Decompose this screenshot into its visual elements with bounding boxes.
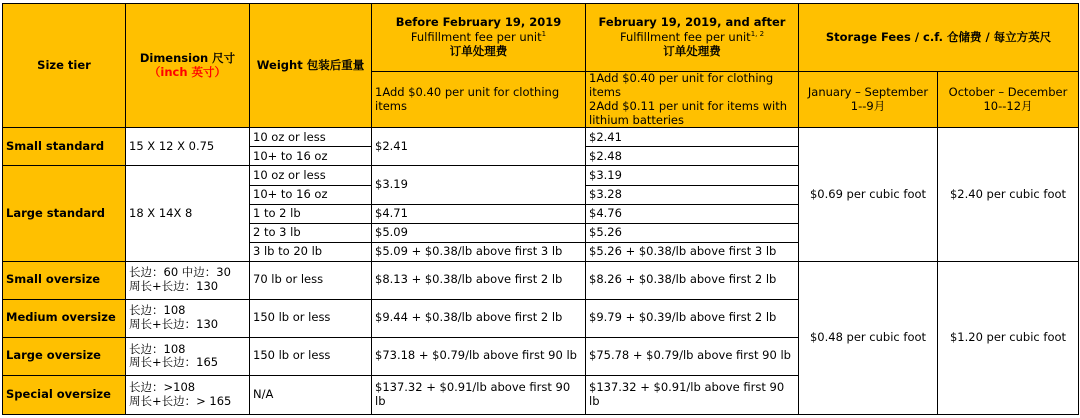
dimension-line-2: 周长+长边：> 165 (129, 393, 232, 408)
weight-cell: 1 to 2 lb (250, 204, 372, 223)
after-fee-cell: $137.32 + $0.91/lb above first 90 lb (586, 375, 799, 414)
dimension-line-1: 长边：108 (129, 341, 186, 356)
dimension-line-1: 长边：108 (129, 303, 186, 318)
before-fee-cell: $73.18 + $0.79/lb above first 90 lb (372, 337, 586, 375)
header-after (586, 4, 799, 72)
header-dimension-unit: （inch 英寸） (148, 64, 227, 79)
after-fee-cell: $75.78 + $0.79/lb above first 90 lb (586, 337, 799, 375)
table-row (3, 128, 1079, 147)
dimension-small-oversize (126, 261, 250, 299)
oversize-storage-jan-sep: $0.48 per cubic foot (799, 261, 938, 414)
weight-cell: 10+ to 16 oz (250, 147, 372, 166)
tier-medium-oversize: Medium oversize (3, 299, 126, 337)
weight-cell: 150 lb or less (250, 299, 372, 337)
oct-dec-label: October – December (948, 84, 1068, 99)
before-fee-cell: $137.32 + $0.91/lb above first 90 lb (372, 375, 586, 414)
tier-large-oversize: Large oversize (3, 337, 126, 375)
header-dimension-label: Dimension 尺寸 (139, 50, 236, 65)
after-fee-cell: $3.19 (586, 166, 799, 185)
header-after-fee-cn: 订单处理费 (663, 43, 721, 58)
header-before-date: Before February 19, 2019 (395, 15, 562, 30)
weight-cell: 150 lb or less (250, 337, 372, 375)
dimension-line-2: 周长+长边：165 (129, 355, 219, 370)
before-note-line: 1Add $0.40 per unit for clothing items (375, 84, 560, 113)
after-fee-cell: $5.26 (586, 223, 799, 242)
before-fee-cell: $2.41 (372, 128, 586, 166)
dimension-line-1: 长边：>108 (129, 380, 196, 395)
before-fee-cell: $4.71 (372, 204, 586, 223)
dimension-large-oversize (126, 337, 250, 375)
after-fee-cell: $5.26 + $0.38/lb above first 3 lb (586, 242, 799, 261)
header-weight: Weight 包装后重量 (250, 4, 372, 128)
weight-cell: 2 to 3 lb (250, 223, 372, 242)
header-dimension (126, 4, 250, 128)
standard-storage-oct-dec: $2.40 per cubic foot (938, 128, 1079, 261)
after-fee-cell: $8.26 + $0.38/lb above first 2 lb (586, 261, 799, 299)
header-size-tier: Size tier (3, 4, 126, 128)
after-fee-cell: $2.41 (586, 128, 799, 147)
after-note-line-2: 2Add $0.11 per unit for items with lithium batteries (589, 98, 788, 127)
header-after-date: February 19, 2019, and after (598, 15, 786, 30)
after-fee-cell: $9.79 + $0.39/lb above first 2 lb (586, 299, 799, 337)
weight-cell: 3 lb to 20 lb (250, 242, 372, 261)
dimension-special-oversize (126, 375, 250, 414)
dimension-line-2: 周长+长边：130 (129, 279, 219, 294)
tier-large-standard: Large standard (3, 166, 126, 261)
after-fee-cell: $3.28 (586, 185, 799, 204)
weight-cell: 70 lb or less (250, 261, 372, 299)
tier-special-oversize: Special oversize (3, 375, 126, 414)
header-after-fee-label: Fulfillment fee per unit$^{1, 2}$ (619, 30, 765, 45)
before-fee-cell: $3.19 (372, 166, 586, 204)
jan-sep-label: January – September (807, 84, 929, 99)
header-before-note (372, 72, 586, 128)
before-fee-cell: $9.44 + $0.38/lb above first 2 lb (372, 299, 586, 337)
header-before-fee-label: Fulfillment fee per unit$^1$ (410, 30, 547, 45)
header-jan-sep (799, 72, 938, 128)
after-fee-cell: $4.76 (586, 204, 799, 223)
dimension-small-standard: 15 X 12 X 0.75 (126, 128, 250, 166)
weight-cell: 10 oz or less (250, 128, 372, 147)
standard-storage-jan-sep: $0.69 per cubic foot (799, 128, 938, 261)
before-fee-cell: $5.09 + $0.38/lb above first 3 lb (372, 242, 586, 261)
header-storage: Storage Fees / c.f. 仓储费 / 每立方英尺 (799, 4, 1079, 72)
weight-cell: 10+ to 16 oz (250, 185, 372, 204)
after-fee-cell: $2.48 (586, 147, 799, 166)
header-after-note (586, 72, 799, 128)
table-row (3, 261, 1079, 299)
after-note-line-1: 1Add $0.40 per unit for clothing items (589, 71, 774, 99)
dimension-large-standard: 18 X 14X 8 (126, 166, 250, 261)
header-before (372, 4, 586, 72)
header-before-fee-cn: 订单处理费 (449, 43, 508, 58)
dimension-medium-oversize (126, 299, 250, 337)
tier-small-standard: Small standard (3, 128, 126, 166)
before-fee-cell: $8.13 + $0.38/lb above first 2 lb (372, 261, 586, 299)
oct-dec-cn: 10--12月 (983, 98, 1033, 113)
dimension-line-2: 周长+长边：130 (129, 317, 219, 332)
fba-fee-table (2, 3, 1079, 415)
before-fee-cell: $5.09 (372, 223, 586, 242)
oversize-storage-oct-dec: $1.20 per cubic foot (938, 261, 1079, 414)
dimension-line-1: 长边：60 中边：30 (129, 265, 231, 280)
jan-sep-cn: 1--9月 (850, 98, 886, 113)
weight-cell: N/A (250, 375, 372, 414)
tier-small-oversize: Small oversize (3, 261, 126, 299)
header-oct-dec (938, 72, 1079, 128)
weight-cell: 10 oz or less (250, 166, 372, 185)
